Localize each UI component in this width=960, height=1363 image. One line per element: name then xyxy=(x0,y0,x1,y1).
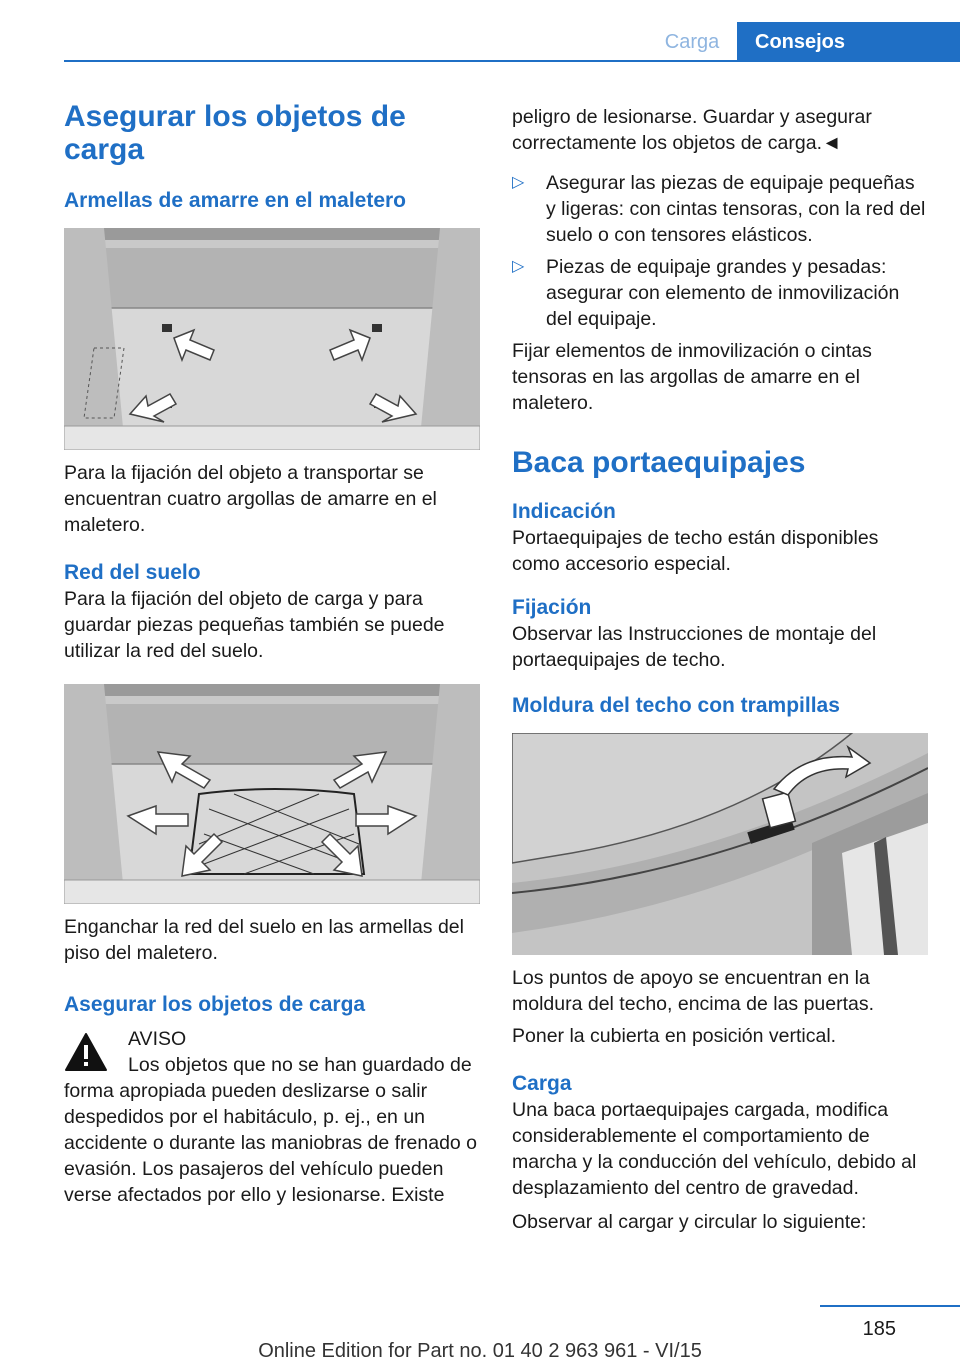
heading-carga: Carga xyxy=(512,1072,572,1095)
roof-molding-figure xyxy=(512,733,928,955)
page-title: Asegurar los objetos de carga xyxy=(64,100,406,166)
list-item xyxy=(512,254,928,332)
heading-indicacion: Indicación xyxy=(512,500,616,523)
tab-section[interactable]: Carga xyxy=(664,31,720,53)
paragraph-amarre: Para la fijación del objeto a transportar se encuentran cuatro argollas de amarre en el maletero. xyxy=(64,462,437,536)
section-heading-red: Red del suelo xyxy=(64,561,201,584)
paragraph-observar: Observar al cargar y circular lo siguiente: xyxy=(512,1211,867,1233)
trunk-lashing-eyes-figure xyxy=(64,228,480,450)
warning-text: Los objetos que no se han guardado de forma apropiada pueden deslizarse o salir despedidos por el habitáculo, p. ej., en un accidente o durante las maniobras de frenado o evasión. Los pasajeros del vehículo pueden verse afectados por ello y lesionarse. Existe xyxy=(64,1054,478,1206)
list-item xyxy=(512,170,928,248)
page-number: 185 xyxy=(862,1318,896,1340)
paragraph-fijacion: Observar las Instrucciones de montaje del portaequipajes de techo. xyxy=(512,623,877,671)
warning-text-start xyxy=(64,1052,480,1208)
paragraph-continued: peligro de lesionarse. Guardar y asegurar correctamente los objetos de carga.◄ xyxy=(512,106,872,154)
heading-fijacion: Fijación xyxy=(512,596,592,619)
bullet-text: Piezas de equipaje grandes y pesadas: asegurar con elemento de inmovilización del equipaje. xyxy=(546,256,900,330)
warning-triangle-icon xyxy=(64,1032,108,1072)
paragraph-puntos: Los puntos de apoyo se encuentran en la moldura del techo, encima de las puertas. xyxy=(512,967,875,1015)
bullet-text: Asegurar las piezas de equipaje pequeñas y ligeras: con cintas tensoras, con la red del suelo o con tensores elásticos. xyxy=(546,172,926,246)
paragraph-carga: Una baca portaequipajes cargada, modifica considerablemente el comportamiento de marcha y la conducción del vehículo, debido al desplazamiento del centro de gravedad. xyxy=(512,1099,917,1199)
footer-rule xyxy=(820,1305,960,1307)
heading-moldura: Moldura del techo con trampillas xyxy=(512,694,840,717)
paragraph-poner: Poner la cubierta en posición vertical. xyxy=(512,1025,837,1047)
triangle-bullet-icon: ▷ xyxy=(512,174,525,191)
left-column xyxy=(64,100,480,1208)
section-title-baca: Baca portaequipajes xyxy=(512,446,806,479)
paragraph-enganchar: Enganchar la red del suelo en las armellas del piso del maletero. xyxy=(64,916,464,964)
right-column xyxy=(512,104,928,1235)
bullet-list xyxy=(512,170,928,332)
edition-footer: Online Edition for Part no. 01 40 2 963 961 - VI/15 xyxy=(258,1340,702,1362)
trunk-floor-net-figure xyxy=(64,684,480,904)
roof-molding-illustration xyxy=(512,733,928,955)
paragraph-red: Para la fijación del objeto de carga y para guardar piezas pequeñas también se puede utilizar la red del suelo. xyxy=(64,588,445,662)
triangle-bullet-icon: ▷ xyxy=(512,258,525,275)
section-heading-asegurar: Asegurar los objetos de carga xyxy=(64,993,366,1016)
warning-block xyxy=(64,1026,480,1208)
paragraph-fijar: Fijar elementos de inmovilización o cintas tensoras en las argollas de amarre en el maletero. xyxy=(512,340,872,414)
warning-label: AVISO xyxy=(128,1028,187,1050)
floor-net-illustration xyxy=(64,684,480,904)
trunk-illustration xyxy=(64,228,480,450)
section-heading-amarre: Armellas de amarre en el maletero xyxy=(64,189,407,212)
paragraph-indicacion: Portaequipajes de techo están disponibles como accesorio especial. xyxy=(512,527,879,575)
tab-active[interactable]: Consejos xyxy=(737,22,960,62)
